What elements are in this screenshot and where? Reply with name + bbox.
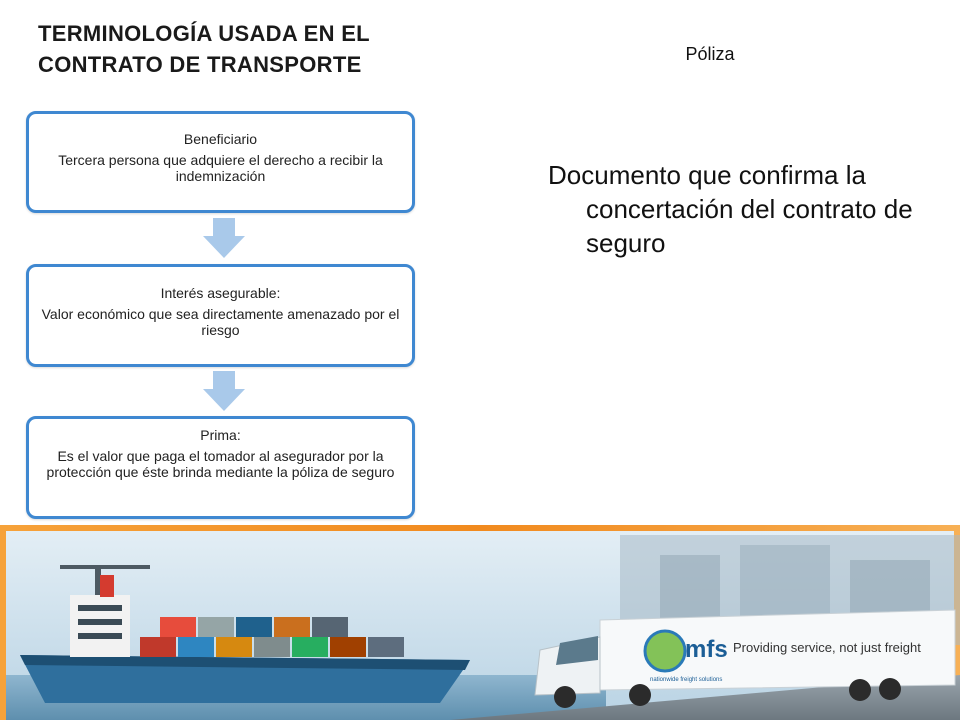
flow-box-text: Es el valor que paga el tomador al asegurador por la protección que éste brinda mediante la póliza de seguro bbox=[46, 448, 395, 480]
flow-box-title: Beneficiario bbox=[183, 131, 258, 147]
truck-logo-subtext: nationwide freight solutions bbox=[650, 677, 723, 683]
flow-box-prima bbox=[26, 416, 415, 519]
slide-title bbox=[38, 18, 418, 80]
poliza-heading: Póliza bbox=[685, 44, 735, 64]
transport-banner bbox=[0, 525, 960, 720]
truck-slogan: Providing service, not just freight bbox=[733, 640, 921, 655]
title-line-2: CONTRATO DE TRANSPORTE bbox=[38, 52, 362, 77]
flow-box-title: Prima: bbox=[200, 427, 241, 443]
flow-box-text: Tercera persona que adquiere el derecho a recibir la indemnización bbox=[58, 152, 383, 184]
truck-logo-text: mfs bbox=[685, 636, 728, 663]
flow-box-beneficiario bbox=[26, 111, 415, 213]
down-arrow-icon bbox=[203, 371, 245, 411]
flow-box-title: Interés asegurable: bbox=[160, 285, 281, 301]
title-line-1: TERMINOLOGÍA USADA EN EL bbox=[38, 21, 370, 46]
flow-box-interes-asegurable bbox=[26, 264, 415, 367]
flow-box-text: Valor económico que sea directamente amenazado por el riesgo bbox=[41, 306, 400, 338]
down-arrow-icon bbox=[203, 218, 245, 258]
poliza-definition: Documento que confirma la concertación del contrato de seguro bbox=[548, 160, 913, 258]
